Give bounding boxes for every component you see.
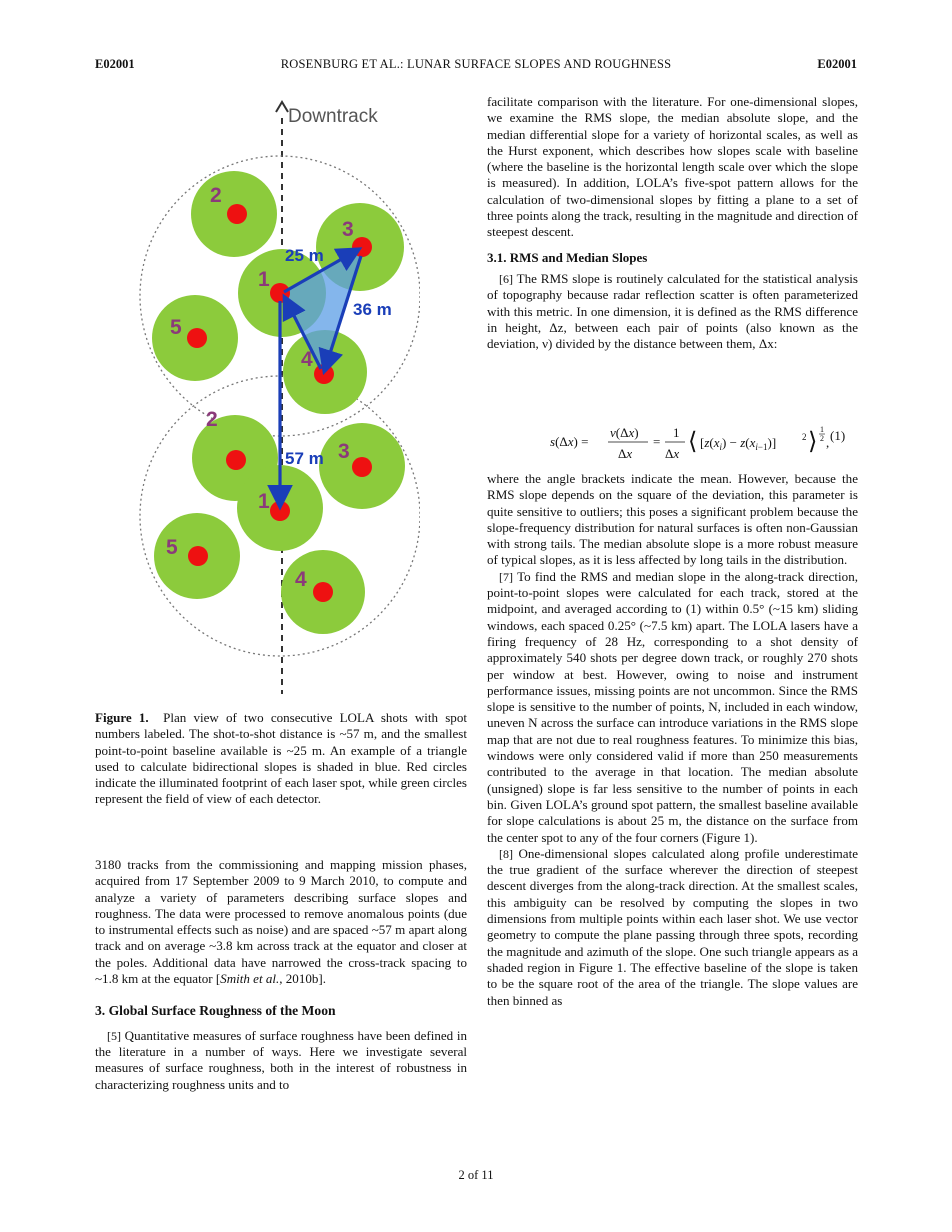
svg-text:2: 2 xyxy=(802,432,807,442)
spot-label-top: 1 xyxy=(258,268,270,291)
laser-spot xyxy=(270,283,290,303)
paragraph-after-equation: where the angle brackets indicate the mean. However, because the RMS slope depends on the square of the deviation, this parameter is quite sensitive to outliers; this poses a significant problem because the slope-frequency distribution for natural surfaces is often non-Gaussian with strong tails. The median absolute slope is a more robust measure of typical slopes, as it is less affected by long tails in the distribution. xyxy=(487,471,858,568)
caption-label: Figure 1. xyxy=(95,710,149,725)
laser-spot xyxy=(187,328,207,348)
equation-1 xyxy=(540,418,860,466)
laser-spot xyxy=(270,501,290,521)
svg-text:[z(xi) − z(xi−1)]: $[z(x_i) - z(x_{i-1})]$ xyxy=(700,435,777,452)
label-36m: 36 m xyxy=(353,300,392,319)
svg-text:2: 2 xyxy=(820,434,824,443)
laser-spot xyxy=(188,546,208,566)
downtrack-arrowhead xyxy=(276,102,288,112)
equation-1-formula xyxy=(540,418,860,468)
spot-label-bottom: 4 xyxy=(295,568,307,591)
right-column-bottom xyxy=(487,471,858,1009)
header-right-id: E02001 xyxy=(817,57,857,71)
paragraph-number: [8] xyxy=(499,846,513,861)
right-column-top xyxy=(487,94,858,352)
svg-text:ν(Δx): ν(Δx) xyxy=(610,425,639,440)
equation-number: (1) xyxy=(830,428,846,443)
paragraph-5: [5] Quantitative measures of surface roughness have been defined in the literature in a number of ways. Here we investigate several measures of surface roughness, both in the interest of robustness in characterizing roughness units and to xyxy=(95,1027,467,1092)
spot-label-bottom: 2 xyxy=(206,408,218,431)
page-number: 2 of 11 xyxy=(458,1168,494,1182)
laser-spot xyxy=(226,450,246,470)
citation: Smith et al. xyxy=(220,971,280,987)
spot-label-bottom: 3 xyxy=(338,440,350,463)
label-25m: 25 m xyxy=(285,246,324,265)
label-57m: 57 m xyxy=(285,449,324,468)
svg-text:,: , xyxy=(826,435,830,450)
left-column xyxy=(95,857,467,1093)
caption-text: Plan view of two consecutive LOLA shots with spot numbers labeled. The shot-to-shot distance is ~57 m, and the smallest point-to-point baseline available is ~25 m. An example of a triangle used to calculate bidirectional slopes is shaded in blue. Red circles indicate the illuminated footprint of each laser spot, while green circles represent the field of view of each detector. xyxy=(95,710,467,807)
paragraph-continued: facilitate comparison with the literature. For one-dimensional slopes, we examine the RMS slope, the median absolute slope, and the median differential slope for a variety of horizontal scales, as well as the Hurst exponent, which describes how slopes scale with baseline (where the baseline is the horizontal length scale over which the slope is measured). In addition, LOLA’s five-spot pattern allows for the calculation of two-dimensional slopes by fitting a plane to a set of three points along the track, resulting in the magnitude and direction of steepest descent. xyxy=(487,94,859,240)
running-header xyxy=(95,57,857,73)
svg-text:s(Δx) =: s(Δx) = xyxy=(550,434,589,449)
svg-text:⟩: ⟩ xyxy=(808,429,818,455)
paragraph-number: [5] xyxy=(107,1028,121,1043)
header-title: ROSENBURG ET AL.: LUNAR SURFACE SLOPES AND ROUGHNESS xyxy=(280,57,672,71)
figure-1-caption xyxy=(95,710,467,808)
spot-label-top: 3 xyxy=(342,218,354,241)
spot-label-bottom: 5 xyxy=(166,536,178,559)
svg-text:=: = xyxy=(653,434,661,449)
paragraph-number: [7] xyxy=(499,569,513,584)
spot-label-top: 2 xyxy=(210,184,222,207)
paragraph-6: [6] The RMS slope is routinely calculated for the statistical analysis of topography because radar reflection scatter is often parameterized with this metric. In one dimension, it is defined as the RMS difference in height, Δz, between each pair of points (also known as the deviation, ν) divided by the distance between them, Δx: xyxy=(487,270,858,352)
laser-spot xyxy=(352,237,372,257)
paragraph-intro: 3180 tracks from the commissioning and mapping mission phases, acquired from 17 September 2009 to 9 March 2010, to compute and analyze a variety of parameters describing surface slopes and roughness. The data were processed to remove anomalous points (due to instrumental effects such as noise) and are spaced ~57 m apart along track and on average ~3.8 km across track at the equator and closer at the poles. Additional data have narrowed the cross-track spacing to ~1.8 km at the equator [Smith et al., 2010b]. xyxy=(95,857,467,987)
svg-text:Δx: Δx xyxy=(665,446,680,461)
header-left-id: E02001 xyxy=(95,57,135,71)
svg-text:1: 1 xyxy=(820,425,824,434)
laser-spot xyxy=(352,457,372,477)
spot-label-top: 5 xyxy=(170,316,182,339)
paragraph-8: [8] One-dimensional slopes calculated along profile underestimate the true gradient of the surface wherever the direction of steepest descent diverges from the along-track direction. At the smallest scales, this ambiguity can be resolved by computing the slopes in two dimensions from multiple points within each laser shot. We use vector geometry to compute the plane passing through three spots, recording the magnitude and azimuth of the slope. One such triangle appears as a shaded region in Figure 1. The effective baseline of the slope is taken to be the square root of the area of the triangle. The slope values are then binned as xyxy=(487,845,858,1008)
svg-text:⟨: ⟨ xyxy=(688,429,698,455)
paragraph-number: [6] xyxy=(499,271,513,286)
paragraph-7: [7] To find the RMS and median slope in the along-track direction, point-to-point slopes were calculated for each track, stored at the midpoint, and averaged according to (1) within 0.5° (~15 km) sliding windows, each spaced 0.25° (~7.5 km) apart. The LOLA lasers have a firing frequency of 28 Hz, corresponding to a shot density of approximately 540 shots per degree down track, or roughly 270 shots per window at best. However, owing to noise and instrument performance issues, missing points are not uncommon. Since the RMS slope is sensitive to the number of points, N, included in each window, uneven N across the surface can introduce variations in the RMS slope map that are not due to real roughness features. To minimize this bias, windows were only considered valid if more than 250 measurements contributed to the average in that location. The median absolute (unsigned) slope is far less sensitive to the number of points in each bin. Given LOLA’s ground spot pattern, the smallest baseline available for slope calculations is about 25 m, the distance on the surface from the center spot to any of the four corners (Figure 1). xyxy=(487,568,858,845)
svg-text:Δx: Δx xyxy=(618,446,633,461)
subsection-title: 3.1. RMS and Median Slopes xyxy=(487,249,648,265)
spot-label-top: 4 xyxy=(301,348,313,371)
svg-text:1: 1 xyxy=(673,425,680,440)
laser-spot xyxy=(313,582,333,602)
spot-label-bottom: 1 xyxy=(258,490,270,513)
laser-spot xyxy=(227,204,247,224)
laser-spot xyxy=(314,364,334,384)
downtrack-label: Downtrack xyxy=(288,106,378,127)
section-title: 3. Global Surface Roughness of the Moon xyxy=(95,1003,336,1019)
figure-1-diagram xyxy=(130,96,420,701)
